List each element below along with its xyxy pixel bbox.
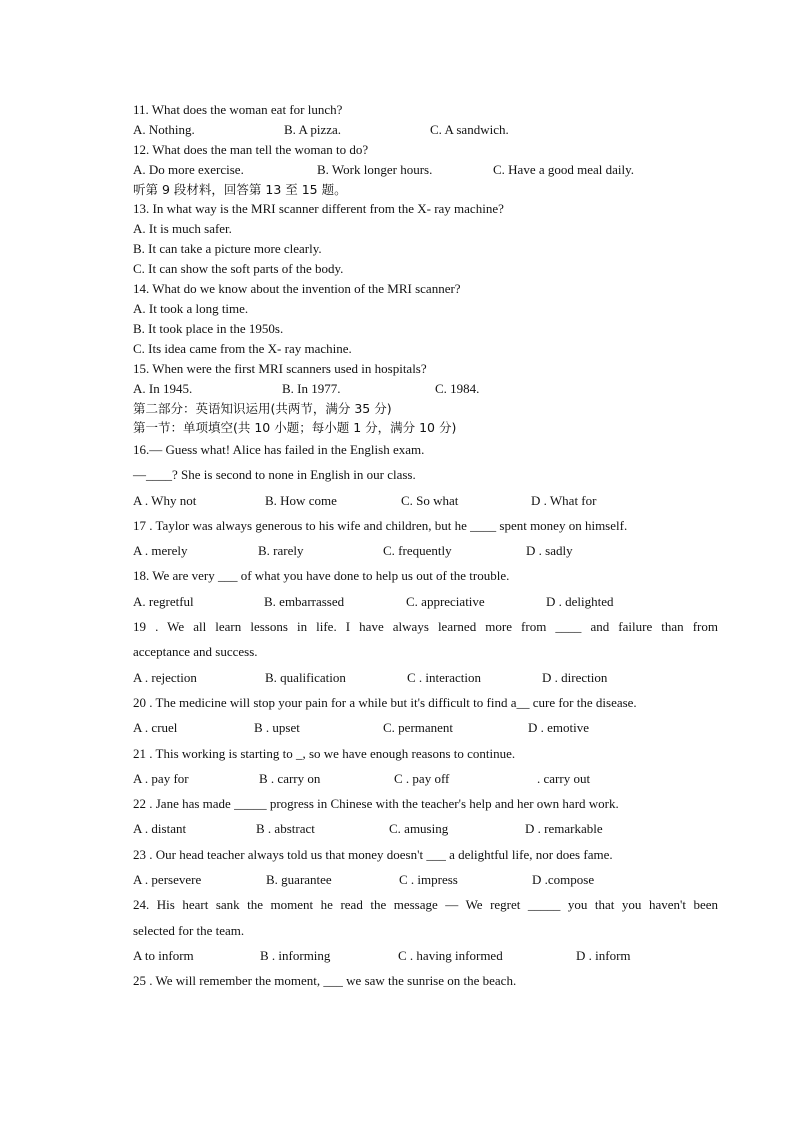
q18-option-c: C. appreciative [406,593,485,609]
q20-option-d: D . emotive [528,720,590,736]
q14-option-a: A. It took a long time. [133,301,249,316]
q20-option-c: C. permanent [383,720,454,736]
q11-option-c: C. A sandwich. [430,122,509,137]
q22-stem: 22 . Jane has made _____ progress in Chinese with the teacher's help and her own hard work. [133,796,619,812]
q22-option-a: A . distant [133,821,187,837]
q18-option-d: D . delighted [546,593,614,609]
q19-line1: 19 . We all learn lessons in life. I have always learned more from ____ and failure than from [133,619,718,635]
q23-options [133,867,718,892]
section-instruction-9: 听第 9 段材料，回答第 13 至 15 题。 [133,182,347,197]
q24-option-a: A to inform [133,947,194,963]
q11-options [133,120,718,140]
part2-section1-title: 第一节：单项填空(共 10 小题；每小题 1 分，满分 10 分) [133,420,457,435]
q12-option-c: C. Have a good meal daily. [493,162,635,177]
q11-option-b: B. A pizza. [284,122,342,137]
q20-option-b: B . upset [254,720,300,736]
q20-option-a: A . cruel [133,720,178,736]
q17-options [133,538,718,563]
q25-stem: 25 . We will remember the moment, ___ we saw the sunrise on the beach. [133,973,517,989]
q14-option-c: C. Its idea came from the X- ray machine. [133,341,352,356]
q24-option-d: D . inform [576,947,631,963]
q19-line2: acceptance and success. [133,644,258,660]
q22-option-d: D . remarkable [525,821,603,837]
q16-options [133,488,718,513]
q16-option-d: D . What for [531,492,597,508]
q16-line2: —____? She is second to none in English in our class. [133,467,416,483]
q11-stem: 11. What does the woman eat for lunch? [133,102,343,117]
q18-option-a: A. regretful [133,593,194,609]
q22-option-b: B . abstract [256,821,315,837]
q17-option-c: C. frequently [383,543,452,559]
q19-option-c: C . interaction [407,669,482,685]
q24-option-b: B . informing [260,947,331,963]
q12-options [133,160,718,180]
q13-option-c: C. It can show the soft parts of the body. [133,261,344,276]
q23-option-d: D .compose [532,872,595,888]
q21-option-d: . carry out [537,770,591,786]
q18-option-b: B. embarrassed [264,593,345,609]
q16-option-b: B. How come [265,492,337,508]
q21-options [133,766,718,791]
q13-option-b: B. It can take a picture more clearly. [133,241,322,256]
q19-option-b: B. qualification [265,669,346,685]
q19-options [133,665,718,690]
q23-option-b: B. guarantee [266,872,332,888]
q17-stem: 17 . Taylor was always generous to his wife and children, but he ____ spent money on himself. [133,517,628,533]
q13-option-a: A. It is much safer. [133,221,232,236]
q23-option-a: A . persevere [133,872,202,888]
q13-stem: 13. In what way is the MRI scanner different from the X- ray machine? [133,201,504,216]
question-list [133,100,718,994]
q24-line2: selected for the team. [133,922,245,938]
q18-stem: 18. We are very ___ of what you have done to help us out of the trouble. [133,568,510,584]
q19-option-a: A . rejection [133,669,197,685]
part2-title: 第二部分：英语知识运用(共两节，满分 35 分) [133,401,392,416]
q16-option-c: C. So what [401,492,459,508]
q12-stem: 12. What does the man tell the woman to do? [133,142,369,157]
q15-options [133,379,718,399]
q15-option-c: C. 1984. [435,381,480,396]
q24-options [133,943,718,968]
q15-stem: 15. When were the first MRI scanners used in hospitals? [133,361,427,376]
q19-option-d: D . direction [542,669,608,685]
q11-option-a: A. Nothing. [133,122,195,137]
q24-line1: 24. His heart sank the moment he read the message — We regret _____ you that you haven't been [133,897,718,913]
q21-option-b: B . carry on [259,770,321,786]
q21-option-a: A . pay for [133,770,189,786]
q17-option-d: D . sadly [526,543,573,559]
q16-line1: 16.— Guess what! Alice has failed in the English exam. [133,442,425,457]
q12-option-b: B. Work longer hours. [317,162,433,177]
q14-option-b: B. It took place in the 1950s. [133,321,284,336]
q24-option-c: C . having informed [398,947,503,963]
q15-option-a: A. In 1945. [133,381,193,396]
q17-option-a: A . merely [133,543,188,559]
q20-options [133,715,718,740]
q14-stem: 14. What do we know about the invention of the MRI scanner? [133,281,461,296]
q22-option-c: C. amusing [389,821,449,837]
q18-options [133,589,718,614]
q15-option-b: B. In 1977. [282,381,341,396]
q12-option-a: A. Do more exercise. [133,162,244,177]
q22-options [133,816,718,841]
q23-stem: 23 . Our head teacher always told us that money doesn't ___ a delightful life, nor does fame. [133,846,613,862]
q20-stem: 20 . The medicine will stop your pain for a while but it's difficult to find a__ cure for the disease. [133,694,637,710]
q23-option-c: C . impress [399,872,458,888]
q16-option-a: A . Why not [133,492,197,508]
q17-option-b: B. rarely [258,543,304,559]
q21-stem: 21 . This working is starting to _, so we have enough reasons to continue. [133,745,516,761]
q21-option-c: C . pay off [394,770,450,786]
